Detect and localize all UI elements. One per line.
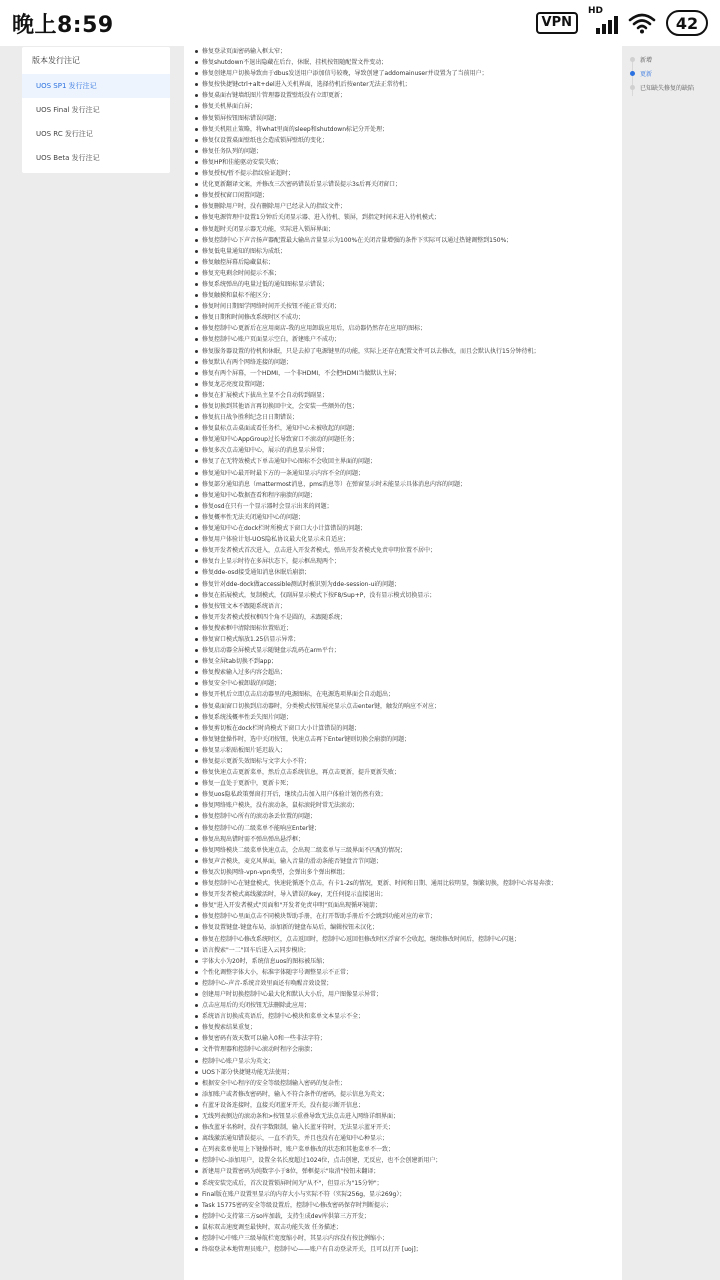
fix-item: 修复部分通知消息（mattermost消息，pms消息等）在弹窗显示时未能显示具体消息内容的问题；: [194, 479, 614, 490]
fix-item: 修复控制中心更新后在应用商店-我的应用卸载应用后，启动器仍然存在应用的图标；: [194, 323, 614, 334]
fix-item: 修复控制中心下声音扬声器配置最大输出音量显示为100%在关闭音量增强的条件下实际可以通过热键调整到150%；: [194, 235, 614, 246]
fix-item: 修复鼠标点击桌面或看任务栏，通知中心未被收起的问题；: [194, 423, 614, 434]
fix-item: 修复提示更新失效图标与文字大小不符；: [194, 756, 614, 767]
fix-item: 文件管理器和控制中心滚动时程序会崩溃；: [194, 1044, 614, 1055]
fix-item: 修复dde-osd接受通知消息休眠后崩溃；: [194, 567, 614, 578]
fix-item: 修复低电量通知的图标为成纸；: [194, 246, 614, 257]
status-bar: [0, 0, 720, 46]
page-anchor-nav: [630, 52, 718, 94]
release-notes-content: [184, 46, 622, 1280]
fix-item: 修复HP和佳能驱动安装失败；: [194, 157, 614, 168]
fix-item: 修复开发者模式首次进入，点击进入开发者模式，弹出开发者模式免责申明位置不居中；: [194, 545, 614, 556]
fix-item: 修复启动器全屏模式显示随键盘示乱码在arm平台；: [194, 645, 614, 656]
fix-item: 修复开发者模式离线激活时，导入错误的key，无任何提示直接退出；: [194, 889, 614, 900]
fix-item: 修复安全中心被卸载的问题；: [194, 678, 614, 689]
fix-item: 控制中心-声音-系统音效里面还有唤醒音效设置；: [194, 978, 614, 989]
fix-item: 修复创建用户切换导致由于dbus发送用户添加信号较晚，导致创建了addomainuser并设置为了当前用户；: [194, 68, 614, 79]
anchor-label: 更新: [640, 70, 653, 78]
nav-heading: 版本发行注记: [32, 56, 80, 65]
release-notes-nav: [22, 47, 170, 173]
anchor-known-issues[interactable]: [630, 80, 718, 94]
fix-item: 修复控制中心所有的滚动条丢位置的问题；: [194, 811, 614, 822]
fix-item: 修复服务器设置的待机和休眠，只是去掉了电源键里的功能，实际上还存在配置文件可以去修改，而且会默认执行15分钟待机；: [194, 346, 614, 357]
fix-item: 修复系统弹出的电量过低的通知图标显示错误；: [194, 279, 614, 290]
fix-item: 修复通知中心AppGroup过长导致窗口不滚动的问题任务；: [194, 434, 614, 445]
fix-item: 修复搜索框中清除图标位置贴近；: [194, 623, 614, 634]
fix-item: 修复在扩展模式下拔出主显不会自动转到副显；: [194, 390, 614, 401]
anchor-label: 已知缺失修复的缺陷: [640, 84, 695, 92]
fix-item: 修复针对dde-dock做accessible测试时被识别为dde-session-ui的问题；: [194, 579, 614, 590]
vpn-icon: VPN: [536, 12, 578, 34]
fix-item: 修复默认有两个网络连接的问题；: [194, 357, 614, 368]
fix-item: 优化更新翻译文案，并修改三次密码错误后显示错误提示3s后再关闭窗口；: [194, 179, 614, 190]
fix-item: 修复网络模块二级菜单快速点击，会出现二级菜单与三级界面不匹配的情况；: [194, 845, 614, 856]
fix-item: 修复用户体验计划-UOS隐私协议最大化显示未自适应；: [194, 534, 614, 545]
fix-item: 修复控制中心的二级菜单不能响应Enter键；: [194, 823, 614, 834]
status-icons: [536, 6, 708, 36]
fix-item: 修复通知中心数据查看和程序崩溃的问题；: [194, 490, 614, 501]
fix-item: 修复触摸和鼠标不能区分；: [194, 290, 614, 301]
fix-item: 修复按钮文本不跟随系统语言；: [194, 601, 614, 612]
fix-item: 修复控制中心里面点击不同模块帮助手册，在打开帮助手册后不会跳到功能对应的章节；: [194, 911, 614, 922]
fix-item: 修复龙芯亮度设置问题；: [194, 379, 614, 390]
cellular-signal-icon: [588, 6, 618, 34]
fix-item: 修复删除用户时，没有删除用户已经录入的指纹文件；: [194, 201, 614, 212]
hd-label: HD: [588, 6, 604, 16]
nav-item-uos-final[interactable]: UOS Final 发行注记: [36, 106, 100, 114]
fix-item: 修复桌面窗口切换到启动器时，分类模式按钮展亮显示点击enter键，触发的响应不对应；: [194, 701, 614, 712]
fix-item: 修复超时关闭显示器无功能，实际进入锁屏界面；: [194, 224, 614, 235]
fix-item: 控制中心账户显示为英文；: [194, 1056, 614, 1067]
fix-item: 修复快速点击更新菜单，然后点击系统信息，再点击更新，提升更新失败；: [194, 767, 614, 778]
fix-item: 系统语言切换成英语后，控制中心模块和菜单文本显示不全；: [194, 1011, 614, 1022]
fix-item: 修复锁屏按钮图标错误问题；: [194, 113, 614, 124]
fix-item: 修复授权窗口闲置问题；: [194, 190, 614, 201]
fix-item: 修复网络账户模块，没有滚动条，鼠标滚轮时常无法滚动；: [194, 800, 614, 811]
fix-item: 修复显示粘贴板图片延迟载入；: [194, 745, 614, 756]
fix-item: 有蓝牙设备连接时，直接关闭蓝牙开关，没有提示断开信息；: [194, 1100, 614, 1111]
fix-item: 修复台上显示时待在多屏状态下，提示框出现两个；: [194, 556, 614, 567]
fix-item: 修复关机阻止策略，将what里面的sleep和shutdown标记分开处理；: [194, 124, 614, 135]
fix-item: 修复按快捷键ctrl+alt+del进入关机界面，选择待机后按enter无法正常待机；: [194, 79, 614, 90]
fix-item: 修复概率性无法关闭通知中心的问题；: [194, 512, 614, 523]
fix-item: 修复充电剩余时间提示不准；: [194, 268, 614, 279]
fix-item: Task 15775密码安全等级设置后，控制中心修改密码保存时判断提示；: [194, 1200, 614, 1211]
anchor-updates[interactable]: [630, 66, 718, 80]
fix-item: 根据安全中心程序的安全等级控制输入密码的复杂性；: [194, 1078, 614, 1089]
fix-item: 修复多次点击通知中心，展示的消息显示异常；: [194, 445, 614, 456]
fix-item: 修复日期和时间修改系统时区不成功；: [194, 312, 614, 323]
fix-item: 创建用户时切换控制中心最大化和默认大小后，用户图像显示异常；: [194, 989, 614, 1000]
fix-item: 修复授权/暂不提示指纹验证超时；: [194, 168, 614, 179]
fix-item: 修复电源管理中设置1分钟后关闭显示器、进入待机、锁屏，到指定时间未进入待机模式；: [194, 212, 614, 223]
fix-item: 修复一直处于更新中，更新卡死；: [194, 778, 614, 789]
fix-item: 修复搜索输入过多内容会超出；: [194, 667, 614, 678]
fix-item: 修复通知中心在dock栏时所模式下窗口大小计算错误的问题；: [194, 523, 614, 534]
nav-item-uos-rc[interactable]: UOS RC 发行注记: [36, 130, 93, 138]
fix-item: 控制中心支持第三方so库加载，支持生成dev库供第三方开发；: [194, 1211, 614, 1222]
fix-item: 个性化调整字体大小，标准字体随字号调整显示不正常；: [194, 967, 614, 978]
fix-item: 系统安装完成后，首次设置锁屏时间为"从不"，但显示为"15分钟"；: [194, 1178, 614, 1189]
fix-item: 修复时间日期图学网络时间开关按钮不能正常关闭；: [194, 301, 614, 312]
fix-item: 修改蓝牙名称时，没有字数限制，输入长蓝牙符时，无法显示蓝牙开关；: [194, 1122, 614, 1133]
fix-item: 点击应用后的关闭按钮无法删除此应用；: [194, 1000, 614, 1011]
fix-item: 修复声音模块，麦克风界面，输入音量的滑动条能否键盘音节问题；: [194, 856, 614, 867]
fix-item: 修复密码有效天数可以输入0和一些非法字符；: [194, 1033, 614, 1044]
fix-item: 修复通知中心最开时最下方的一条通知显示内容不全的问题；: [194, 468, 614, 479]
fix-item: Final版在账户设置里显示的内存大小与实际不符（实际256g，显示269g）；: [194, 1189, 614, 1200]
fix-item: 修复在控制中心修改系统时区，点击返回时，控制中心返回但修改时区浮窗不会收起，继续修改时间后，控制中心闪退；: [194, 934, 614, 945]
battery-indicator: 42: [666, 10, 708, 36]
fix-item: 新建用户设置密码为纯数字小于8位，弹框提示"取消"按钮未翻译；: [194, 1166, 614, 1177]
fix-item: 修复了在无特效模式下单击通知中心图标不会收回主界面的问题；: [194, 456, 614, 467]
fix-item: 鼠标双击速度调至最快时，双击功能失效 任务描述；: [194, 1222, 614, 1233]
wifi-icon: [628, 12, 656, 34]
status-time: 晚上8:59: [12, 12, 114, 38]
anchor-label: 新增: [640, 56, 653, 64]
fix-item: 修复登录页面密码输入框太窄；: [194, 46, 614, 57]
fix-item: 修复系统浅概率性丢失图片问题；: [194, 712, 614, 723]
fix-item: 修复出现出错时需不弹出弹出悬浮框；: [194, 834, 614, 845]
fix-item: 修复抗日战争胜利纪念日日期错误；: [194, 412, 614, 423]
fix-item: 控制中心中账户三级导航栏宽度缩小时，其显示内容没有按比例缩小；: [194, 1233, 614, 1244]
fix-item: UOS下部分快捷键功能无法使用；: [194, 1067, 614, 1078]
fix-item: 修复键盘操作时，选中关闭按钮，快速点击再下Enter键则切换会崩溃的问题；: [194, 734, 614, 745]
fix-item: 在列表菜单使用上下键操作时，账户菜单修改的状态和其他菜单不一致；: [194, 1144, 614, 1155]
fix-item: 修复控制中心在键盘模式，快速轮循逐个点击，有卡1-2s的情况，更新、时间和日期、通用比较明显，频繁切换，控制中心容易奔溃；: [194, 878, 614, 889]
nav-item-uos-beta[interactable]: UOS Beta 发行注记: [36, 154, 100, 162]
fix-item: 修复shutdown不退出隐藏在后台，休眠、挂机按钮随配置文件变动；: [194, 57, 614, 68]
anchor-new[interactable]: [630, 52, 718, 66]
fix-item: 离线激活通知错误提示，一直不消失，并且也没有在通知中心种显示；: [194, 1133, 614, 1144]
fix-item: 修复窗口模式缩放1.25倍显示异常；: [194, 634, 614, 645]
fix-item: 修复开发者模式授权框四个角不是圆的，未跟随系统；: [194, 612, 614, 623]
fix-item: 控制中心-添加用户，设置全名长度超过1024位，点击创建，无反应，也不会创建新用户；: [194, 1155, 614, 1166]
anchor-dot: [630, 57, 635, 62]
fix-item: 修复开机后立即点击启动器里的电源图标，在电源选项界面会自动超出；: [194, 689, 614, 700]
nav-item-uos-sp1[interactable]: UOS SP1 发行注记: [22, 74, 170, 98]
fix-item: 修复剪切板在dock栏时尚模式下窗口大小计算错误的问题；: [194, 723, 614, 734]
fix-item: 修复控制中心账户页面显示空白，新建账户不成功；: [194, 334, 614, 345]
fix-item: 修复设置键盘-键盘布局，添加新的键盘布局后，编辑按钮未汉化；: [194, 922, 614, 933]
fix-item: 修复全屏tab切换不到app；: [194, 656, 614, 667]
fix-item: 修复次切换网络-vpn-vpn类型，会弹出多个弹出框组；: [194, 867, 614, 878]
fix-item: 修复切换到其他语言再切换回中文，会安装一些额外的包；: [194, 401, 614, 412]
fix-item: 修复关机界面白屏；: [194, 101, 614, 112]
fix-item: 修复桌面右键墙纸图片管理器设置壁纸没有立即更新；: [194, 90, 614, 101]
fix-item: 修复uos隐私政策弹窗打开后，继续点击加入用户体验计划仍然有效；: [194, 789, 614, 800]
fix-item: 终端登录本地管理员账户，控制中心——账户有自动登录开关，且可以打开 [uoj]；: [194, 1244, 614, 1255]
anchor-dot: [630, 71, 635, 76]
fix-item: 无线列表侧边的滚动条和>按钮显示重叠导致无法点击进入网络详细界面；: [194, 1111, 614, 1122]
fix-list: [184, 46, 622, 1255]
fix-item: 修复在拓展模式，复制模式，仅副屏显示模式下按F8/Sup+P，没有显示模式切换显示；: [194, 590, 614, 601]
anchor-dot: [630, 85, 635, 90]
fix-item: 修复有两个屏幕，一个HDMI，一个非HDMI，不会把HDMI当做默认主屏；: [194, 368, 614, 379]
fix-item: 添加账户或者修改密码时，输入不符合条件的密码，提示信息为英文；: [194, 1089, 614, 1100]
fix-item: 修复触控屏幕后隐藏鼠标；: [194, 257, 614, 268]
fix-item: 修复任务队列的问题；: [194, 146, 614, 157]
fix-item: 修复搜索结果重复；: [194, 1022, 614, 1033]
fix-item: 修复"进入开发者模式"页面和"开发者免责申明"页面出现循环镜箭；: [194, 900, 614, 911]
fix-item: 字体大小为20时，系统信息uos的图标被压缩；: [194, 956, 614, 967]
fix-item: 修复仅设置桌面壁纸也会造成锁屏壁纸的变化；: [194, 135, 614, 146]
fix-item: 修复osd在只有一个显示器时会显示出来的问题；: [194, 501, 614, 512]
fix-item: 语言搜索"一二"回车后进入云同步模块；: [194, 945, 614, 956]
